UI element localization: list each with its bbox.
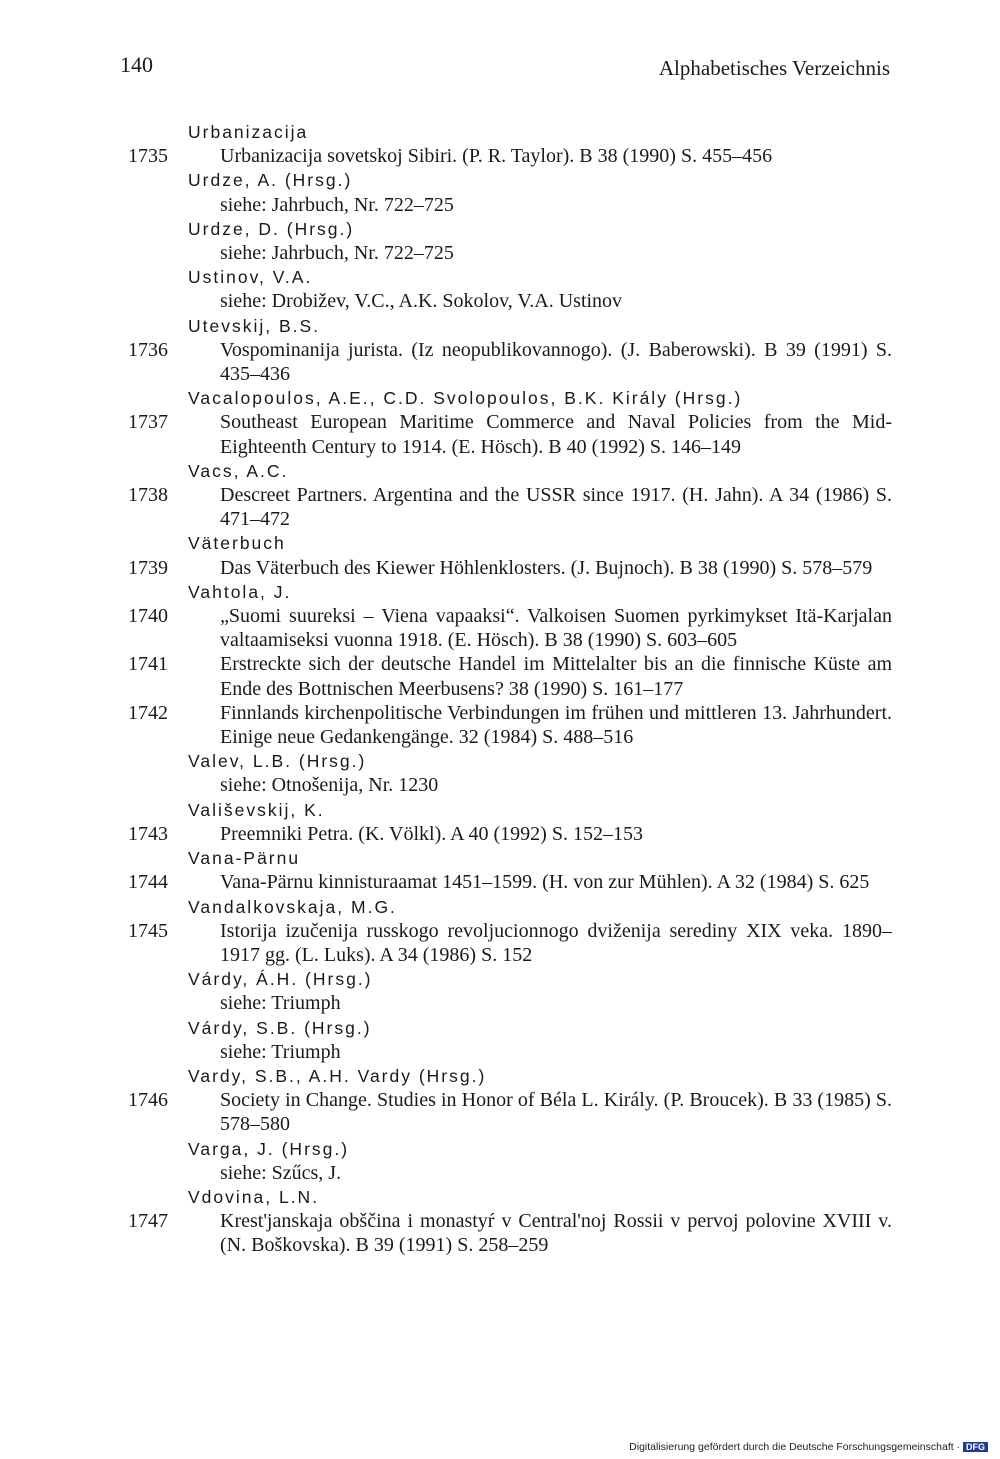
entry-heading: Vališevskij, K. xyxy=(188,799,325,820)
entry-heading: Vandalkovskaja, M.G. xyxy=(188,896,397,917)
footer-text: Digitalisierung gefördert durch die Deutsche Forschungsgemeinschaft · xyxy=(629,1441,961,1453)
entry-item xyxy=(0,822,1000,846)
entry-item xyxy=(0,144,1000,168)
see-reference: siehe: Triumph xyxy=(220,992,341,1015)
entry-heading: Ustinov, V.A. xyxy=(188,267,313,288)
see-reference: siehe: Otnošenija, Nr. 1230 xyxy=(220,774,439,797)
entry-heading: Urbanizacija xyxy=(188,122,309,142)
entry-heading: Vahtola, J. xyxy=(188,581,292,602)
entry-heading: Várdy, S.B. (Hrsg.) xyxy=(188,1017,372,1038)
entry-number: 1743 xyxy=(128,822,168,845)
entry-text: Das Väterbuch des Kiewer Höhlenklosters. (J. Bujnoch). B 38 (1990) S. 578–579 xyxy=(220,556,873,579)
entry-heading: Vacs, A.C. xyxy=(188,460,289,481)
entry-heading: Valev, L.B. (Hrsg.) xyxy=(188,751,367,772)
entry-text: „Suomi suureksi – Viena vapaaksi“. Valkoisen Suomen pyrkimykset Itä-Karjalan valtaamiseksi vuonna 1918. (E. Hösch). B 38 (1990) S. 603–605 xyxy=(220,605,892,652)
see-reference: siehe: Szűcs, J. xyxy=(220,1161,342,1184)
entry-item xyxy=(0,1088,1000,1136)
entry-heading: Väterbuch xyxy=(188,533,286,554)
entry-item xyxy=(0,483,1000,531)
entry-heading: Várdy, Á.H. (Hrsg.) xyxy=(188,969,373,990)
entry-number: 1740 xyxy=(128,605,168,628)
entry-heading: Vardy, S.B., A.H. Vardy (Hrsg.) xyxy=(188,1065,487,1086)
entry-item xyxy=(0,556,1000,580)
entry-number: 1747 xyxy=(128,1210,168,1233)
entry-number: 1736 xyxy=(128,338,168,361)
entry-number: 1735 xyxy=(128,145,168,168)
entry-text: Vospominanija jurista. (Iz neopublikovannogo). (J. Baberowski). B 39 (1991) S. 435–436 xyxy=(220,338,892,386)
entry-item xyxy=(0,919,1000,967)
entry-text: Southeast European Maritime Commerce and Naval Policies from the Mid-Eighteenth Century to 1914. (E. Hösch). B 40 (1992) S. 146–149 xyxy=(220,411,892,458)
entry-text: Urbanizacija sovetskoj Sibiri. (P. R. Taylor). B 38 (1990) S. 455–456 xyxy=(220,145,773,168)
entry-number: 1744 xyxy=(128,871,168,894)
entry-item xyxy=(0,652,1000,700)
entry-item xyxy=(0,1209,1000,1257)
page-number: 140 xyxy=(120,52,153,77)
entry-text: Vana-Pärnu kinnisturaamat 1451–1599. (H. von zur Mühlen). A 32 (1984) S. 625 xyxy=(220,871,870,894)
running-title: Alphabetisches Verzeichnis xyxy=(658,56,890,80)
entry-heading: Varga, J. (Hrsg.) xyxy=(188,1138,350,1159)
entry-heading: Urdze, A. (Hrsg.) xyxy=(188,170,353,191)
entry-text: Finnlands kirchenpolitische Verbindungen im frühen und mittleren 13. Jahrhundert. Einige neue Gedankengänge. 32 (1984) S. 488–516 xyxy=(220,701,892,749)
entry-text: Society in Change. Studies in Honor of Béla L. Király. (P. Broucek). B 33 (1985) S. 578–580 xyxy=(220,1089,892,1136)
entry-number: 1745 xyxy=(128,919,168,942)
entry-number: 1741 xyxy=(128,653,168,676)
index-entries xyxy=(0,120,1000,1258)
entry-heading: Vana-Pärnu xyxy=(188,848,301,869)
entry-item xyxy=(0,604,1000,652)
entry-heading: Urdze, D. (Hrsg.) xyxy=(188,218,355,239)
entry-number: 1746 xyxy=(128,1089,168,1112)
entry-text: Erstreckte sich der deutsche Handel im Mittelalter bis an die finnische Küste am Ende des Bottnischen Meerbusens? 38 (1990) S. 161–177 xyxy=(220,653,892,700)
see-reference: siehe: Jahrbuch, Nr. 722–725 xyxy=(220,242,454,265)
see-reference: siehe: Triumph xyxy=(220,1040,341,1063)
entry-number: 1737 xyxy=(128,411,168,434)
entry-number: 1739 xyxy=(128,556,168,579)
entry-item xyxy=(0,701,1000,749)
see-reference: siehe: Drobižev, V.C., A.K. Sokolov, V.A. Ustinov xyxy=(220,290,623,313)
entry-text: Descreet Partners. Argentina and the USSR since 1917. (H. Jahn). A 34 (1986) S. 471–472 xyxy=(220,484,892,531)
dfg-footer xyxy=(629,1441,988,1453)
see-reference: siehe: Jahrbuch, Nr. 722–725 xyxy=(220,193,454,216)
page-header xyxy=(120,52,890,80)
entry-heading: Vacalopoulos, A.E., C.D. Svolopoulos, B.K. Király (Hrsg.) xyxy=(188,388,743,409)
entry-text: Krest'janskaja obščina i monastyŕ v Central'noj Rossii v pervoj polovine XVIII v. (N. Boškovska). B 39 (1991) S. 258–259 xyxy=(220,1210,892,1257)
entry-heading: Vdovina, L.N. xyxy=(188,1186,320,1207)
entry-number: 1742 xyxy=(128,701,168,724)
entry-text: Istorija izučenija russkogo revoljucionnogo dviženija serediny XIX veka. 1890–1917 gg. (L. Luks). A 34 (1986) S. 152 xyxy=(220,919,892,966)
entry-item xyxy=(0,410,1000,458)
entry-item xyxy=(0,338,1000,386)
entry-item xyxy=(0,870,1000,894)
dfg-logo: DFG xyxy=(963,1442,988,1452)
entry-number: 1738 xyxy=(128,484,168,507)
entry-heading: Utevskij, B.S. xyxy=(188,315,321,336)
entry-text: Preemniki Petra. (K. Völkl). A 40 (1992) S. 152–153 xyxy=(220,822,643,845)
